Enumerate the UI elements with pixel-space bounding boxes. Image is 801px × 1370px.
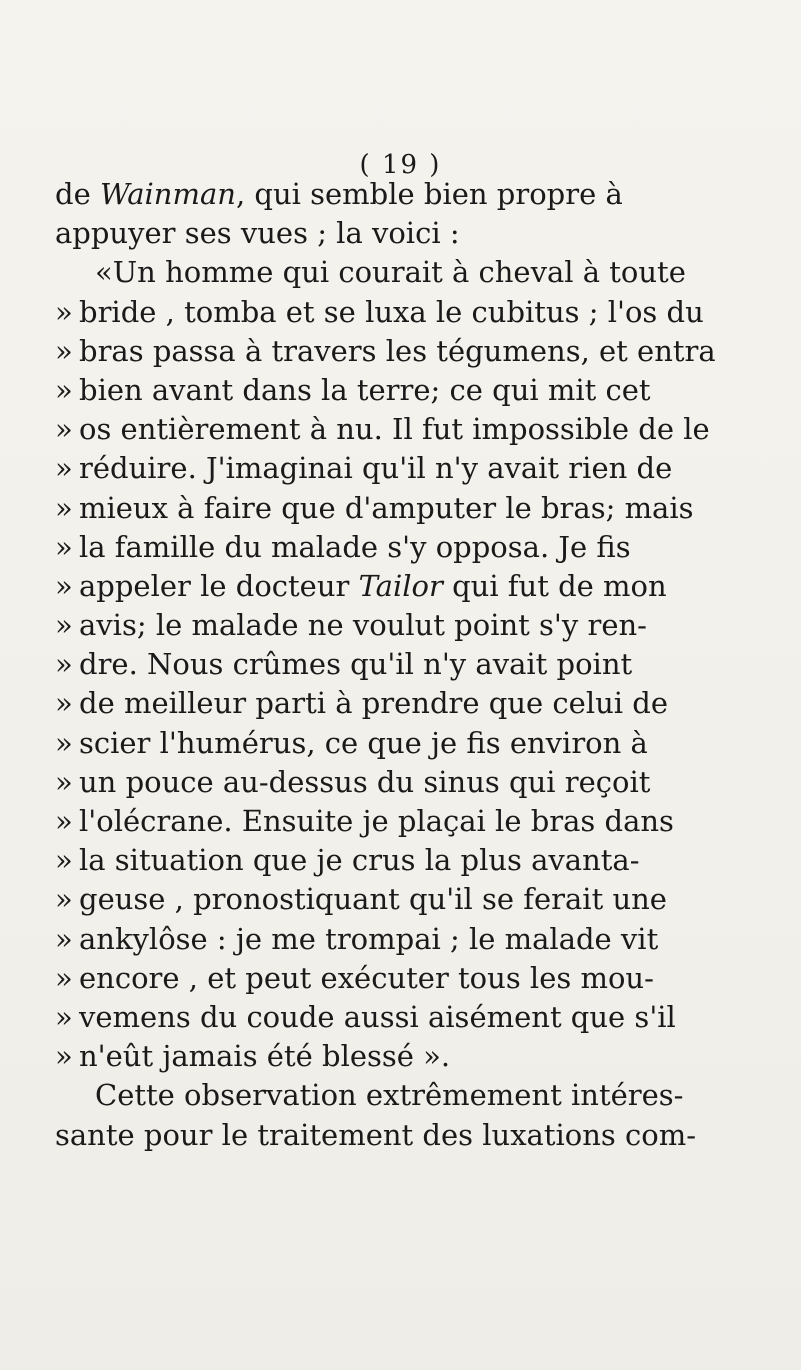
line-text: réduire. J'imaginai qu'il n'y avait rien de	[79, 451, 673, 486]
line-text: la famille du malade s'y opposa. Je fis	[79, 529, 631, 564]
line-text: vemens du coude aussi aisément que s'il	[79, 999, 676, 1034]
line-text: la situation que je crus la plus avanta-	[79, 843, 640, 878]
quote-mark: »	[55, 764, 73, 799]
italic-name: Wainman	[99, 177, 236, 211]
quote-mark: »	[55, 568, 73, 603]
text-line	[55, 1037, 755, 1076]
text-line	[55, 684, 755, 723]
text-line	[55, 293, 755, 332]
quote-mark: »	[55, 1039, 73, 1074]
line-text-tail: qui fut de mon	[442, 568, 667, 603]
line-text: de meilleur parti à prendre que celui de	[79, 686, 668, 721]
quote-mark: »	[55, 294, 73, 329]
quote-mark: »	[55, 999, 73, 1034]
text-line	[55, 567, 755, 606]
quote-mark: »	[55, 804, 73, 838]
line-text: l'olécrane. Ensuite je plaçai le bras dans	[79, 804, 674, 838]
line-text: un pouce au-dessus du sinus qui reçoit	[79, 764, 651, 799]
quote-mark: »	[55, 921, 73, 956]
text-line	[55, 332, 755, 371]
page-number: ( 19 )	[359, 150, 442, 180]
line-text: scier l'humérus, ce que je fis environ à	[79, 725, 648, 760]
text-line	[55, 959, 755, 998]
body-text	[55, 175, 755, 1155]
line-text: de	[55, 177, 100, 211]
line-text: sante pour le traitement des luxations com-	[55, 1117, 697, 1152]
text-line	[55, 371, 755, 410]
quote-mark: »	[55, 686, 73, 721]
quote-mark: »	[55, 529, 73, 564]
line-text: avis; le malade ne voulut point s'y ren-	[79, 608, 647, 643]
line-text: geuse , pronostiquant qu'il se ferait une	[79, 882, 667, 917]
quote-mark: »	[55, 372, 73, 407]
line-text: bras passa à travers les tégumens, et entra	[79, 333, 716, 368]
text-line	[55, 528, 755, 567]
text-line	[55, 449, 755, 488]
text-line	[55, 763, 755, 802]
line-text: encore , et peut exécuter tous les mou-	[79, 960, 654, 995]
italic-name: Tailor	[358, 568, 443, 603]
quote-mark: »	[55, 725, 73, 760]
text-line	[55, 724, 755, 763]
line-text: ankylôse : je me trompai ; le malade vit	[79, 921, 659, 956]
line-text: Cette observation extrêmement intéres-	[95, 1078, 684, 1113]
text-line	[55, 998, 755, 1037]
line-text: appuyer ses vues ; la voici :	[55, 216, 460, 251]
line-text: n'eût jamais été blessé ».	[79, 1039, 451, 1074]
text-line	[55, 175, 755, 214]
text-line	[55, 920, 755, 959]
text-line	[55, 489, 755, 528]
text-line	[55, 1116, 755, 1155]
text-line	[55, 1076, 755, 1115]
text-line	[55, 645, 755, 684]
line-text: «Un homme qui courait à cheval à toute	[95, 255, 686, 290]
text-line	[55, 802, 755, 841]
line-text: bride , tomba et se luxa le cubitus ; l'os du	[79, 294, 704, 329]
line-text: mieux à faire que d'amputer le bras; mais	[79, 490, 694, 525]
line-text: bien avant dans la terre; ce qui mit cet	[79, 372, 651, 407]
quote-mark: »	[55, 647, 73, 682]
line-text: os entièrement à nu. Il fut impossible de le	[79, 412, 710, 447]
quote-mark: »	[55, 882, 73, 917]
text-line	[55, 253, 755, 292]
line-text-tail: , qui semble bien propre à	[235, 177, 623, 211]
line-text: appeler le docteur	[79, 568, 359, 603]
quote-mark: »	[55, 608, 73, 643]
text-line	[55, 606, 755, 645]
quote-mark: »	[55, 333, 73, 368]
text-line	[55, 214, 755, 253]
text-line	[55, 410, 755, 449]
quote-mark: »	[55, 960, 73, 995]
text-line	[55, 841, 755, 880]
quote-mark: »	[55, 490, 73, 525]
line-text: dre. Nous crûmes qu'il n'y avait point	[79, 647, 633, 682]
quote-mark: »	[55, 451, 73, 486]
quote-mark: »	[55, 843, 73, 878]
text-line	[55, 880, 755, 919]
quote-mark: »	[55, 412, 73, 447]
